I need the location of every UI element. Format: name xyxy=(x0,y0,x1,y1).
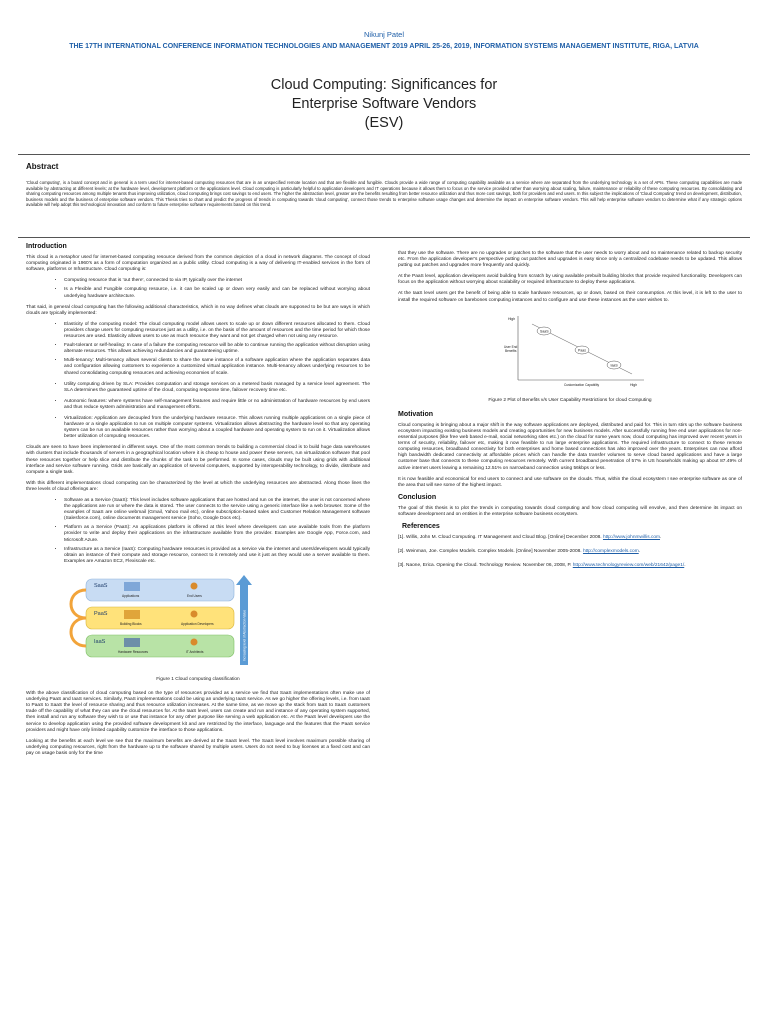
list-item: • Platform as a Service (PaaS): An applications platform is offered at this level where developers can use available tools from the platform provider to write and deploy their applications on the infrastructure available from the provider. Examples are Google App, Force.com, and Microsoft Azure. xyxy=(64,525,370,543)
figure-2-plot xyxy=(498,312,648,392)
iaas-label: IaaS xyxy=(94,638,106,645)
list-item: • Virtualization: Application are decoupled from the underlying hardware resource. This allows running multiple applications on a single piece of hardware or a single application to run on multiple computer systems. Virtualization allows abstracting the hardware level so that any operating system can be run on available resources rather than worrying about a coupled hardware and operating system to run on it. Virtualization allows better utilization of computing resources. xyxy=(64,416,370,440)
figure-1-caption: Figure 1 Cloud computing classification xyxy=(156,676,240,682)
intro-heading: Introduction xyxy=(26,243,67,250)
hardware-label: Hardware Resources xyxy=(118,649,148,654)
right-p2: At the PaaS level, application developers avoid building from scratch by using available prebuilt building blocks that provide required functionality. Developers can focus on the application without worrying about scalability or required infrastructure to deploy these applications. xyxy=(398,274,742,286)
app-dev-icon xyxy=(191,610,198,617)
it-arch-label: IT Architects xyxy=(186,649,204,654)
building-blocks-icon xyxy=(124,610,140,619)
intro-p5: With the above classification of cloud computing based on the type of resources provided as a service we find that SaaS implementations often make use of underlying PaaS and IaaS services. Similarly, PaaS implementations could be using an underlying IaaS service. As we go higher the offering levels, i.e. from IaaS to PaaS to SaaS the level of resource sharing and thus resource utilization increases. At the same time, as we move up the stack from IaaS to SaaS customers trade off the capability of what they can use the cloud resources for. At the IaaS level, users can create and run and instance of any operating system supported, then install and run any software they wish to or use that instance for any other purpose like serving a web application etc. At the PaaS level developers use the service to develop application using the provided software development kit and are restricted by the interface, language and the features that the PaaS service providers and might have only limited capability customize the interface to those applications. xyxy=(26,691,370,733)
reference-link[interactable]: http://complexmodels.com xyxy=(582,549,639,555)
references-heading: References xyxy=(402,523,440,531)
rule-top xyxy=(18,154,750,155)
app-dev-label: Application Developers xyxy=(181,621,214,626)
list-6 xyxy=(26,498,370,565)
reference-text: [3]. Naone, Erica. Opening the Cloud. Technology Review. November 06, 2008, P. xyxy=(398,563,572,569)
list-item: • Infrastructure as a Service (IaaS): Computing hardware resources is provided as a service via the internet and users/developers would typically obtain an instance of their compute and storage resource, connect to it remotely and use it just as they would use a server available to them. Examples are Amazon EC2, Flexiscale etc. xyxy=(64,547,370,565)
saas-band xyxy=(86,579,234,601)
building-blocks-label: Building Blocks xyxy=(120,621,142,626)
figure-2-caption: Figure 2 Plot of Benefits v/s User Capability Restrictions for cloud Computing xyxy=(488,397,652,403)
end-users-icon xyxy=(191,582,198,589)
right-column xyxy=(398,251,742,577)
it-arch-icon xyxy=(191,638,198,645)
applications-icon xyxy=(124,582,140,591)
motivation-p2: It is now feasible and economical for end users to connect and use software on the clouds. Thus, within the cloud ecosystem I see enterprise software as one of the area that will see some of the highest impact. xyxy=(398,476,742,488)
paas-point-label: Paas xyxy=(578,348,586,353)
list-item: • Autonomic features: where systems have self-management features and require little or no administration of hardware resources by end users and thus reduce system administration and management efforts. xyxy=(64,399,370,411)
paper-title xyxy=(0,76,768,133)
motivation-p1: Cloud computing is bringing about a major shift in the way software applications are deployed, distributed and paid for. This in turn stirs up the software business ecosystem impacting existing business models and creating opportunities for new business models. After successfully running free end user applications for non-essential purposes (like free web based e-mail, social networking sites etc.) on the cloud for some years now, cloud computing has improved over recent years in terms of security, reliability, failover etc, making it now feasible to run large enterprise applications. The required infrastructure to connect to these remote computing resources, broadband connectivity for both enterprises and home based connections has also improved over the years. Enterprises can now afford high bandwidth dedicated connectivity at affordable prices which can handle the data transfer volumes to serve cloud based applications and have a large customer base that connects to these computing resources remotely. With current broadband penetration of 57% in US households making up about 87.49% of active internet users leaving a remaining 12.51% on narrowband connection using 56kbps or less. xyxy=(398,422,742,471)
list-1 xyxy=(26,278,370,299)
references-list xyxy=(398,535,742,569)
saas-label: SaaS xyxy=(94,582,108,589)
abstract-text: 'Cloud computing', is a board concept and in general is a term used for internet-based computing resources that are in an unspecified remote location and that are flexible and fungible. Clouds provide a wide range of computing capability available as a service where are separated from the underlying technology is a set of APIs. These computing capabilities are made available by abstracting at different levels; at the hardware level, development platform or the applications level. Cloud computing is particularly helpful to application developers and IT operations because it allows them to focus on the service provided rather than worrying about scaling, failure, maintenance or reliability of these computing resources. By consolidating and sharing computing resources among multiple tenants thus improving utilization, cloud computing brings cost savings to end users. The higher the abstraction level, greater are the benefits resulting from better resource utilization and thus more cost savings, both for providers and end users. In this subject the implications of 'Cloud Computing' trend on development, distribution, business models and the business of enterprise software vendors. This Thesis tries to chart and predict the progress of trends in computing towards 'cloud computing', connect those trends to enterprise software usage changes and determine the impact on enterprise software vendors. This will help enterprise software vendors to determine what if any strategic options available will help adopt this technological innovation and conform to future enterprise software requirements based on this trend. xyxy=(26,180,742,207)
reference-item: [3]. Naone, Erica. Opening the Cloud. Technology Review. November 06, 2008, P. http://www.technologyreview.com/web/21642/page1/. xyxy=(398,563,686,569)
iaas-point-label: IaaS xyxy=(610,363,618,368)
y-axis-label-1: User End xyxy=(504,344,518,349)
left-column xyxy=(26,244,370,762)
list-item: • Is a Flexible and Fungible computing resource, i.e. it can be scaled up or down very easily and can be replaced without worrying about underlying hardware architecture. xyxy=(64,287,370,299)
y-axis-label-2: Benefits xyxy=(505,348,517,353)
list-4 xyxy=(26,399,370,411)
abstraction-arrow-label: Increasing level of Abstraction Value xyxy=(242,609,247,661)
conclusion-heading: Conclusion xyxy=(398,493,437,501)
list-item: • Elasticity of the computing model: The cloud computing model allows users to scale up or down different resources allocated to them. Cloud providers charge users for computing resources just as a utility, i.e. on the basis of the amount of resources and the time period for which those resources are used. Elasticity allows users to use as much resource they want and not get charged when not using any resource. xyxy=(64,322,370,340)
list-item: • Fault-tolerant or self-healing: In case of a failure the computing resource will be able to continue running the application without disruption using alternate resources. This allows achieving redundancies and guaranteeing uptime. xyxy=(64,343,370,355)
saas-point-label: SaaS xyxy=(540,329,549,334)
rule-bottom xyxy=(18,237,750,238)
intro-p3: Clouds are seen to have been implemented in different ways. One of the most common trends to building a commercial cloud is to build huge data warehouses with clusters that include thousands of servers in a geographical location where it is cheap to house and power these servers, run virtualization software that pool these resources together or help slice and distribute the chunks of the task to be performed. In some cases, clouds may be built using grids with additional interface and service software running. Grids are basically an application of several computers, supported by interoperability technology, to divide, distribute and compute a single task. xyxy=(26,445,370,475)
hardware-icon xyxy=(124,638,140,647)
title-line-3: (ESV) xyxy=(364,115,404,131)
x-axis-label: Customization Capability xyxy=(564,382,600,387)
reference-item: [2]. Weinman, Joe. Complex Models. Complex Models. [Online] November 2005-2008. http://complexmodels.com. xyxy=(398,549,641,555)
intro-p4: With this different implementations cloud computing can be characterized by the level at which the underlying resources are abstracted. Along those lines the three levels of cloud offerings are: xyxy=(26,480,370,492)
iaas-band xyxy=(86,635,234,657)
author: Nikunj Patel xyxy=(363,30,405,39)
list-5 xyxy=(26,416,370,440)
list-item: • Multi-tenancy: Multi-tenancy allows several clients to share the same instance of a software application where the application separates data and configuration allowing customers to experience a customized virtual application instance. Multi-tenancy allows underlying resources to be shared consolidating computing resources and achieving economies of scale. xyxy=(64,358,370,376)
right-p3: At the IaaS level users get the benefit of being able to scale hardware resources, up or down, based on their consumption. At this level, it is left to the user to install the required software on barebones computing instances and to configure and use these instances as the user wishes to. xyxy=(398,291,742,303)
list-item: • Utility computing driven by SLA: Provides computation and storage services on a metered basis managed by a service level agreement. The SLA determines the guaranteed uptime of the cloud, computing response time, failover recovery time etc. xyxy=(64,382,370,394)
intro-p2: That said, in general cloud computing has the following additional characteristics, which in no way defines what clouds are supposed to be but are ways in which clouds are typically implemented: xyxy=(26,304,370,316)
right-p1: that they use the software. There are no upgrades or patches to the software that the user needs to worry about and no maintenance related to backup security etc. From the application developer's perspective putting out patches and upgrades is easy since only a centralized codebase needs to be updated. This allows putting out patches and upgrades more frequently and quickly. xyxy=(398,251,742,269)
conference-line: THE 17TH INTERNATIONAL CONFERENCE INFORMATION TECHNOLOGIES AND MANAGEMENT 2019 APRIL 25-26, 2019, INFORMATION SYSTEMS MANAGEMENT INSTITUTE, RIGA, LATVIA xyxy=(69,43,699,50)
y-high-label: High xyxy=(508,316,516,321)
reference-item: [1]. Willis, John M. Cloud Computing. IT Management and Cloud Blog. [Online] December 2008. http://www.johnmwillis.com. xyxy=(398,535,662,541)
connector-curve xyxy=(71,590,86,646)
reference-link[interactable]: http://www.technologyreview.com/web/21642/page1/ xyxy=(572,563,685,569)
title-line-1: Cloud Computing: Significances for xyxy=(270,77,498,93)
reference-link[interactable]: http://www.johnmwillis.com xyxy=(602,535,661,541)
applications-label: Applications xyxy=(122,593,140,598)
reference-text: [1]. Willis, John M. Cloud Computing. IT Management and Cloud Blog. [Online] December 2008. xyxy=(398,535,602,541)
title-line-2: Enterprise Software Vendors xyxy=(291,96,477,112)
list-item: • Computing resource that is 'out there', connected to via IP, typically over the internet xyxy=(64,278,370,284)
motivation-heading: Motivation xyxy=(398,410,433,418)
end-users-label: End Users xyxy=(187,593,202,598)
abstract-heading: Abstract xyxy=(26,162,59,171)
figure-1-diagram xyxy=(64,573,264,671)
intro-p6: Looking at the benefits at each level we see that the maximum benefits are derived at the SaaS level. The SaaS level involves maximum possible sharing of underlying computing resources, right from the hardware up to the software shared by multiple users. Users do not need to buy licenses at a fixed cost and can pay on usage basis only for the time xyxy=(26,738,370,756)
list-item: • Software as a Service (SaaS): This level includes software applications that are hosted and run on the internet, the user is not concerned where the applications are run or where the data is stored. The user connects to the service using a generic interface like a web browser. Some of the examples of SaaS are online webmail (Gmail, Yahoo mail etc), online subscription-based sales and Customer Relation Management software (Salesforce.com), online documents management service (Soho, Google Docs etc). xyxy=(64,498,370,522)
x-high-label: High xyxy=(630,382,638,387)
list-3 xyxy=(26,382,370,394)
intro-p1: This cloud is a metaphor used for internet-based computing resource derived from the common depiction of a cloud in network diagrams. The concept of cloud computing originated in 1960's as a form of computation organized as a public utility. Cloud computing is a way of delivering IT-enabled services in the form of software, platforms or Infrastructure. Cloud computing is: xyxy=(26,255,370,273)
conclusion-p1: The goal of this thesis is to plot the trends in computing towards cloud computing and how cloud computing will envolve, and then determine its impact on software development and on entities in the enterprise software business ecosystem. xyxy=(398,505,742,517)
list-2 xyxy=(26,322,370,377)
reference-text: [2]. Weinman, Joe. Complex Models. Complex Models. [Online] November 2005-2008. xyxy=(398,549,582,555)
paas-label: PaaS xyxy=(94,610,108,617)
